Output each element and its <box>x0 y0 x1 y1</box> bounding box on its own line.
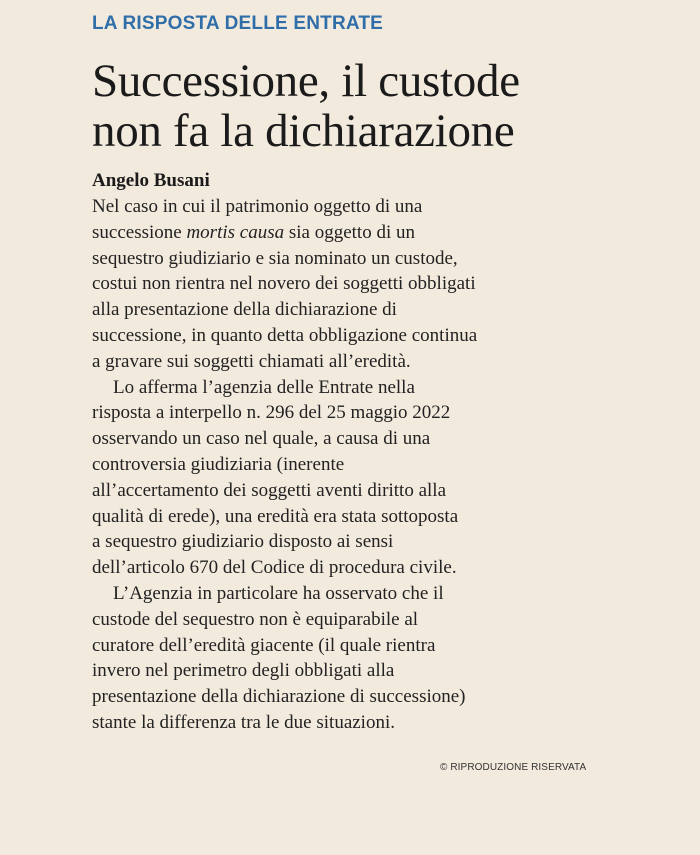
text-segment: sia oggetto di un <box>284 221 415 243</box>
paragraph-line: presentazione della dichiarazione di successione) <box>92 686 466 708</box>
headline-line: Successione, il custode <box>92 55 520 107</box>
paragraph-line: a sequestro giudiziario disposto ai sensi <box>92 531 394 553</box>
paragraph-line: L’Agenzia in particolare ha osservato che il <box>113 582 444 604</box>
paragraph-line: risposta a interpello n. 296 del 25 maggio 2022 <box>92 402 451 424</box>
article-headline <box>92 56 592 156</box>
paragraph-line: Lo afferma l’agenzia delle Entrate nella <box>113 376 415 398</box>
paragraph-line: Nel caso in cui il patrimonio oggetto di una <box>92 196 423 217</box>
paragraph-line-with-italic <box>92 220 592 246</box>
paragraph-line: dell’articolo 670 del Codice di procedura civile. <box>92 557 457 579</box>
paragraph-line: successione, in quanto detta obbligazione continua <box>92 324 478 346</box>
paragraph-line: custode del sequestro non è equiparabile al <box>92 608 419 630</box>
section-kicker: LA RISPOSTA DELLE ENTRATE <box>92 13 384 34</box>
italic-term: mortis causa <box>186 221 285 243</box>
paragraph-3 <box>92 581 592 736</box>
paragraph-line: osservando un caso nel quale, a causa di una <box>92 428 431 450</box>
text-segment: successione <box>92 221 187 243</box>
article <box>92 10 592 736</box>
headline-line: non fa la dichiarazione <box>92 105 515 157</box>
paragraph-line: invero nel perimetro degli obbligati alla <box>92 660 395 682</box>
paragraph-line: qualità di erede), una eredità era stata sottoposta <box>92 505 459 527</box>
paragraph-line: curatore dell’eredità giacente (il quale rientra <box>92 634 436 656</box>
paragraph-line: costui non rientra nel novero dei soggetti obbligati <box>92 273 476 295</box>
paragraph-line: a gravare sui soggetti chiamati all’eredità. <box>92 350 411 372</box>
paragraph-line: all’accertamento dei soggetti aventi diritto alla <box>92 479 446 501</box>
paragraph-line: sequestro giudiziario e sia nominato un custode, <box>92 247 458 269</box>
author-byline: Angelo Busani <box>92 170 210 191</box>
paragraph-2 <box>92 375 592 581</box>
copyright-notice: © RIPRODUZIONE RISERVATA <box>440 762 587 773</box>
paragraph-line: alla presentazione della dichiarazione di <box>92 299 397 321</box>
paragraph-line: controversia giudiziaria (inerente <box>92 453 345 475</box>
paragraph-line: stante la differenza tra le due situazioni. <box>92 711 395 733</box>
paragraph-1 <box>92 194 592 375</box>
